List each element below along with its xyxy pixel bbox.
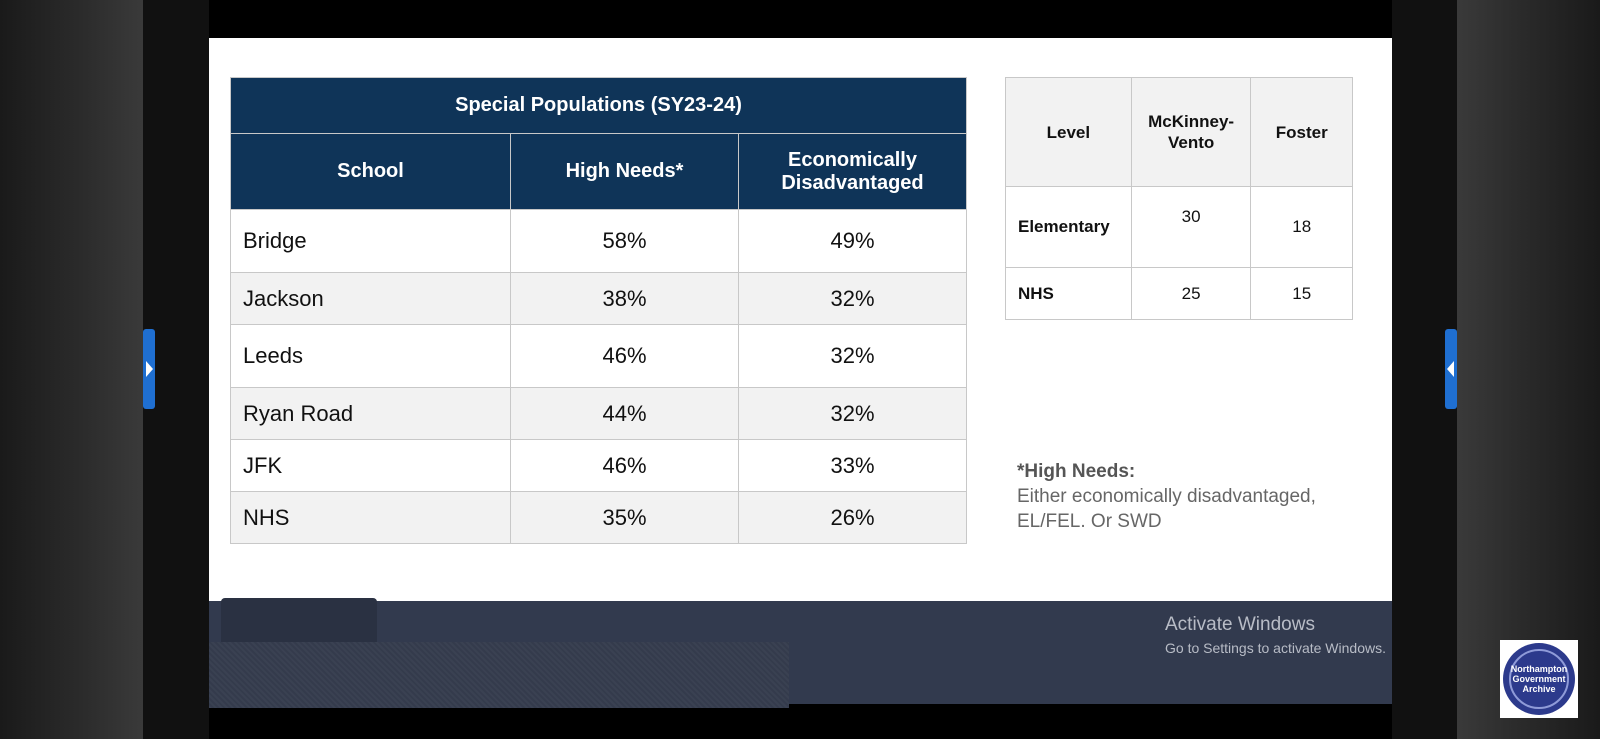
header-level: Level xyxy=(1006,78,1132,187)
footnote-text: Either economically disadvantaged, EL/FEL. Or SWD xyxy=(1017,486,1316,532)
econ-dis-cell: 32% xyxy=(739,388,967,440)
logo-seal xyxy=(1503,643,1575,715)
high-needs-cell: 44% xyxy=(511,388,739,440)
watermark-line1: Activate Windows xyxy=(1165,614,1315,635)
foster-cell: 18 xyxy=(1251,187,1353,268)
school-cell: Ryan Road xyxy=(231,388,511,440)
table-row xyxy=(231,210,967,273)
table-row xyxy=(1006,187,1353,268)
high-needs-cell: 46% xyxy=(511,440,739,492)
bottom-tab xyxy=(221,598,377,644)
table-row xyxy=(231,273,967,325)
level-cell: NHS xyxy=(1006,268,1132,320)
header-foster: Foster xyxy=(1251,78,1353,187)
table-row xyxy=(231,492,967,544)
econ-dis-cell: 32% xyxy=(739,325,967,388)
level-cell: Elementary xyxy=(1006,187,1132,268)
high-needs-cell: 38% xyxy=(511,273,739,325)
next-slide-button[interactable] xyxy=(1445,329,1457,409)
chevron-left-icon xyxy=(1447,361,1454,377)
header-mckinney-vento: McKinney-Vento xyxy=(1131,78,1251,187)
table-row xyxy=(231,388,967,440)
econ-dis-cell: 33% xyxy=(739,440,967,492)
school-cell: JFK xyxy=(231,440,511,492)
header-high-needs: High Needs* xyxy=(511,134,739,210)
high-needs-cell: 35% xyxy=(511,492,739,544)
econ-dis-cell: 26% xyxy=(739,492,967,544)
econ-dis-cell: 49% xyxy=(739,210,967,273)
high-needs-footnote xyxy=(1017,459,1347,534)
watermark-line2: Go to Settings to activate Windows. xyxy=(1165,640,1386,656)
foster-cell: 15 xyxy=(1251,268,1353,320)
header-economically-disadvantaged: Economically Disadvantaged xyxy=(739,134,967,210)
left-background xyxy=(0,0,143,739)
mckinney-vento-cell: 30 xyxy=(1131,187,1251,268)
archive-logo xyxy=(1500,640,1578,718)
previous-slide-button[interactable] xyxy=(143,329,155,409)
school-cell: NHS xyxy=(231,492,511,544)
school-cell: Leeds xyxy=(231,325,511,388)
high-needs-cell: 46% xyxy=(511,325,739,388)
header-school: School xyxy=(231,134,511,210)
school-cell: Bridge xyxy=(231,210,511,273)
bottom-strip xyxy=(209,642,789,708)
chevron-right-icon xyxy=(146,361,153,377)
logo-text: Northampton Government Archive xyxy=(1510,664,1568,694)
mckinney-vento-cell: 25 xyxy=(1131,268,1251,320)
special-populations-table xyxy=(230,77,967,544)
table-row xyxy=(231,325,967,388)
mckinney-foster-table xyxy=(1005,77,1353,320)
right-background xyxy=(1457,0,1600,739)
table-row xyxy=(1006,268,1353,320)
activate-windows-watermark xyxy=(1165,614,1386,656)
econ-dis-cell: 32% xyxy=(739,273,967,325)
table-title: Special Populations (SY23-24) xyxy=(231,78,967,134)
table-row xyxy=(231,440,967,492)
school-cell: Jackson xyxy=(231,273,511,325)
high-needs-cell: 58% xyxy=(511,210,739,273)
footnote-title: *High Needs: xyxy=(1017,461,1136,482)
